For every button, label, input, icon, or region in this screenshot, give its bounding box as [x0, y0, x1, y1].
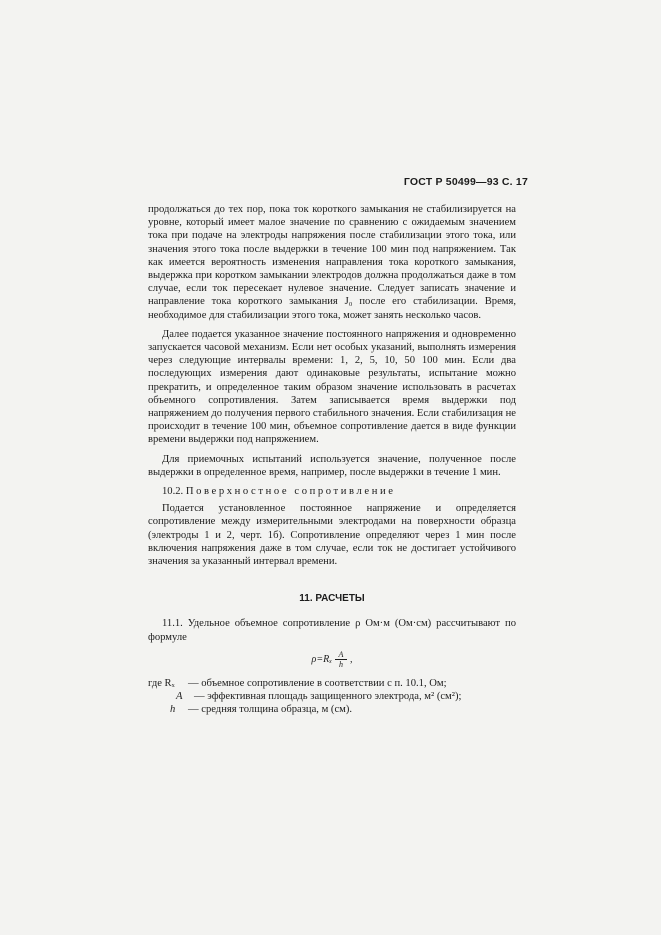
definition-text: — объемное сопротивление в соответствии с п. 10.1, Ом;	[188, 677, 447, 689]
paragraph-2: Далее подается указанное значение постоянного напряжения и одновременно запускается часовой механизм. Если нет особых указаний, выполнять измерения через следующие интервалы времени: 1, 2, 5, 10, 50 100 мин. Если два последующих измерения дают одинаковые результаты, испытание можно прекратить, и определенное таким образом значение использовать в расчетах объемного сопротивления. Затем записывается время выдержки под напряжением до получения первого стабильного значения. Если стабилизация не происходит в течение 100 мин, объемное сопротивление дается в виде функции времени выдержки под напряжением.	[148, 328, 516, 446]
formula-denominator: h	[338, 659, 343, 669]
subsection-title: Поверхностное сопротивление	[185, 486, 396, 498]
paragraph-3: Для приемочных испытаний используется значение, полученное после выдержки в определенное время, например, после выдержки в течение 1 мин.	[148, 453, 516, 478]
formula-numerator: A	[335, 650, 348, 660]
definition-symbol: A	[176, 691, 183, 703]
formula	[148, 650, 516, 669]
definitions-list	[148, 677, 516, 717]
calc-paragraph: 11.1. Удельное объемное сопротивление ρ Ом·м (Ом·см) рассчитывают по формуле	[148, 618, 516, 643]
definition-text: — средняя толщина образца, м (см).	[188, 704, 353, 716]
definition-text: — эффективная площадь защищенного электрода, м² (см²);	[194, 691, 462, 703]
document-body	[148, 203, 516, 717]
subsection-paragraph: Подается установленное постоянное напряжение и определяется сопротивление между измерительными электродами на поверхности образца (электроды 1 и 2, черт. 1б). Сопротивление определяют через 1 мин после включения напряжения даже в том случае, если ток не достигает устойчивого значения за указанный интервал времени.	[148, 503, 516, 568]
definition-symbol: h	[170, 704, 176, 716]
formula-tail: ,	[349, 653, 353, 665]
section-title: 11. РАСЧЕТЫ	[299, 593, 365, 605]
definition-row	[148, 703, 516, 716]
subsection-number: 10.2.	[162, 486, 184, 498]
definition-row	[148, 690, 516, 703]
paragraph-1: продолжаться до тех пор, пока ток короткого замыкания не стабилизируется на уровне, который имеет малое значение по сравнению с ожидаемым значением тока при подаче на электроды напряжения после стабилизации этого тока, или значения этого тока после выдержки в течение 100 мин под напряжением. Так как имеется вероятность изменения направления тока короткого замыкания, выдержка при коротком замыкании электродов должна продолжаться даже в том случае, если ток пересекает нулевое значение. Следует записать значение и направление тока короткого замыкания J₀ после его стабилизации. Время, необходимое для стабилизации этого тока, может занять несколько часов.	[148, 204, 516, 321]
page-header: ГОСТ Р 50499—93 С. 17	[403, 176, 528, 188]
formula-lhs: ρ=Rₓ	[311, 653, 333, 665]
subsection-heading	[148, 485, 516, 498]
definition-symbol: где Rₓ	[148, 677, 175, 689]
formula-fraction	[335, 650, 348, 669]
definition-row	[148, 677, 516, 690]
